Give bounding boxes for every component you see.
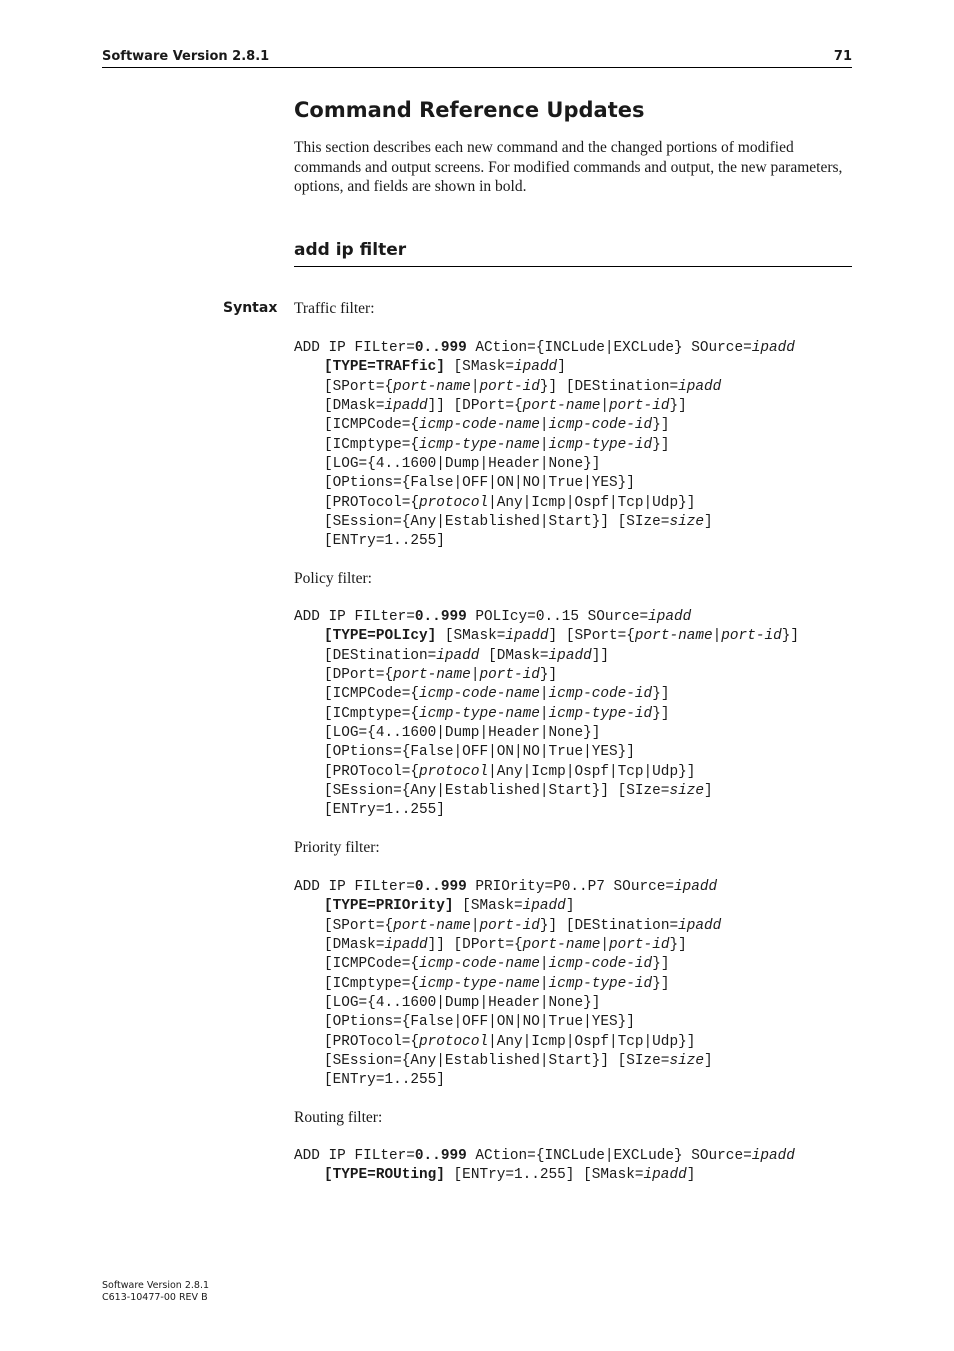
syntax-line	[294, 339, 795, 358]
italic-param: icmp-type-id	[548, 975, 653, 992]
page-title: Command Reference Updates	[294, 98, 645, 122]
syntax-line	[294, 627, 799, 646]
syntax-text: ]	[703, 514, 713, 531]
syntax-text: }]	[652, 436, 670, 453]
syntax-text: [PROTocol={	[324, 1033, 419, 1050]
italic-param: icmp-type-name	[419, 436, 540, 453]
running-header	[102, 47, 852, 68]
syntax-text: |	[539, 436, 549, 453]
italic-param: icmp-type-name	[419, 975, 540, 992]
syntax-line	[294, 416, 795, 435]
syntax-text: |	[600, 937, 610, 954]
syntax-text: |	[539, 705, 549, 722]
italic-param: icmp-type-id	[548, 705, 653, 722]
bold-param: [TYPE=POLIcy]	[324, 628, 437, 645]
syntax-text: |Any|Icmp|Ospf|Tcp|Udp}]	[488, 763, 696, 780]
syntax-line	[294, 994, 721, 1013]
italic-param: size	[669, 1053, 704, 1070]
syntax-text: }]	[652, 956, 670, 973]
syntax-line	[294, 608, 799, 627]
syntax-text: ]] [DPort={	[427, 398, 523, 415]
syntax-text: [ENTry=1..255]	[324, 1072, 445, 1089]
syntax-text: PRIOrity=P0..P7 SOurce=	[466, 879, 674, 895]
priority-filter-label: Priority filter:	[294, 839, 380, 856]
syntax-line	[294, 1013, 721, 1032]
syntax-line	[294, 1147, 795, 1166]
syntax-text: |	[539, 686, 549, 703]
syntax-line	[294, 955, 721, 974]
syntax-line	[294, 1071, 721, 1090]
syntax-text: ]	[703, 1053, 713, 1070]
section-title: add ip filter	[294, 240, 852, 267]
syntax-line	[294, 474, 795, 493]
syntax-text: [LOG={4..1600|Dump|Header|None}]	[324, 725, 601, 742]
header-version: Software Version 2.8.1	[102, 49, 270, 64]
italic-param: ipadd	[384, 398, 428, 415]
syntax-line	[294, 397, 795, 416]
syntax-text: [ICMPCode={	[324, 686, 419, 703]
syntax-text: ] [SPort={	[548, 628, 635, 645]
syntax-text: [SPort={	[324, 917, 394, 934]
italic-param: icmp-code-id	[548, 686, 653, 703]
footer-version: Software Version 2.8.1	[102, 1280, 210, 1291]
syntax-text: |	[539, 956, 549, 973]
italic-param: icmp-type-name	[419, 705, 540, 722]
bold-param: 0..999	[414, 879, 467, 895]
page-number: 71	[833, 49, 852, 64]
italic-param: ipadd	[751, 1148, 795, 1164]
syntax-text: [SMask=	[444, 359, 514, 376]
syntax-text: [SMask=	[436, 628, 506, 645]
syntax-text: [ICMPCode={	[324, 417, 419, 434]
syntax-text: [ICmptype={	[324, 705, 419, 722]
syntax-line	[294, 975, 721, 994]
syntax-line	[294, 763, 799, 782]
syntax-text: [OPtions={False|OFF|ON|NO|True|YES}]	[324, 1014, 635, 1031]
syntax-line	[294, 358, 795, 377]
syntax-text: |	[470, 378, 480, 395]
syntax-line	[294, 801, 799, 820]
italic-param: size	[669, 514, 704, 531]
syntax-line	[294, 455, 795, 474]
bold-param: [TYPE=ROUting]	[324, 1167, 445, 1184]
syntax-text: [SEssion={Any|Established|Start}] [SIze=	[324, 783, 670, 800]
syntax-line	[294, 532, 795, 551]
syntax-line	[294, 917, 721, 936]
syntax-line	[294, 378, 795, 397]
italic-param: icmp-code-id	[548, 417, 653, 434]
syntax-text: [DMask=	[479, 647, 549, 664]
syntax-text: [PROTocol={	[324, 763, 419, 780]
syntax-text: [SEssion={Any|Established|Start}] [SIze=	[324, 1053, 670, 1070]
syntax-text: ADD IP FILter=	[294, 879, 415, 895]
syntax-text: [SEssion={Any|Established|Start}] [SIze=	[324, 514, 670, 531]
syntax-text: ADD IP FILter=	[294, 609, 415, 625]
syntax-text: |	[470, 667, 480, 684]
syntax-text: }]	[652, 417, 670, 434]
syntax-text: [LOG={4..1600|Dump|Header|None}]	[324, 456, 601, 473]
policy-filter-syntax	[294, 608, 799, 821]
italic-param: ipadd	[674, 879, 718, 895]
syntax-line	[294, 666, 799, 685]
syntax-line	[294, 1033, 721, 1052]
syntax-text: ACtion={INCLude|EXCLude} SOurce=	[466, 1148, 752, 1164]
traffic-filter-syntax	[294, 339, 795, 552]
italic-param: port-id	[609, 398, 670, 415]
italic-param: icmp-type-id	[548, 436, 653, 453]
bold-param: [TYPE=TRAFfic]	[324, 359, 445, 376]
italic-param: protocol	[419, 494, 489, 511]
syntax-text: |	[600, 398, 610, 415]
syntax-text: [SMask=	[453, 898, 523, 915]
syntax-text: }]	[652, 705, 670, 722]
italic-param: port-name	[522, 937, 601, 954]
syntax-text: ]	[565, 898, 575, 915]
syntax-text: }]	[652, 686, 670, 703]
italic-param: port-name	[393, 378, 471, 395]
syntax-text: POLIcy=0..15 SOurce=	[466, 609, 649, 625]
syntax-text: |	[539, 975, 549, 992]
syntax-line	[294, 513, 795, 532]
italic-param: ipadd	[548, 647, 592, 664]
syntax-text: [DMask=	[324, 398, 385, 415]
syntax-text: ADD IP FILter=	[294, 340, 415, 356]
traffic-filter-label: Traffic filter:	[294, 300, 375, 317]
syntax-text: }] [DEStination=	[539, 378, 679, 395]
syntax-line	[294, 647, 799, 666]
syntax-text: |	[712, 628, 722, 645]
syntax-text: [ICMPCode={	[324, 956, 419, 973]
syntax-text: [DEStination=	[324, 647, 437, 664]
footer-doc-number: C613-10477-00 REV B	[102, 1292, 208, 1303]
syntax-text: [ENTry=1..255] [SMask=	[444, 1167, 644, 1184]
syntax-text: [LOG={4..1600|Dump|Header|None}]	[324, 995, 601, 1012]
priority-filter-syntax	[294, 878, 721, 1091]
syntax-text: [OPtions={False|OFF|ON|NO|True|YES}]	[324, 744, 635, 761]
italic-param: port-id	[721, 628, 782, 645]
syntax-text: }]	[652, 975, 670, 992]
bold-param: 0..999	[414, 1148, 467, 1164]
syntax-text: }] [DEStination=	[539, 917, 679, 934]
syntax-text: ACtion={INCLude|EXCLude} SOurce=	[466, 340, 752, 356]
syntax-text: ADD IP FILter=	[294, 1148, 415, 1164]
syntax-line	[294, 705, 799, 724]
intro-paragraph: This section describes each new command and the changed portions of modified commands and output screens. For modified commands and output, the new parameters, options, and fields are shown in bold.	[294, 139, 843, 195]
syntax-line	[294, 494, 795, 513]
italic-param: icmp-code-name	[419, 956, 540, 973]
syntax-text: |	[539, 417, 549, 434]
italic-param: port-id	[479, 917, 540, 934]
syntax-line	[294, 743, 799, 762]
syntax-text: [PROTocol={	[324, 494, 419, 511]
syntax-text: |	[470, 917, 480, 934]
syntax-text: [DMask=	[324, 937, 385, 954]
syntax-text: ]	[686, 1167, 696, 1184]
italic-param: port-id	[479, 378, 540, 395]
syntax-text: ]	[703, 783, 713, 800]
italic-param: port-id	[479, 667, 540, 684]
italic-param: port-name	[522, 398, 601, 415]
syntax-text: ]]	[591, 647, 610, 664]
syntax-text: [ICmptype={	[324, 436, 419, 453]
syntax-line	[294, 1166, 795, 1185]
syntax-line	[294, 936, 721, 955]
syntax-text: }]	[669, 937, 687, 954]
policy-filter-label: Policy filter:	[294, 570, 372, 587]
italic-param: port-name	[634, 628, 713, 645]
italic-param: ipadd	[648, 609, 692, 625]
syntax-text: [ENTry=1..255]	[324, 533, 445, 550]
syntax-text: [ENTry=1..255]	[324, 802, 445, 819]
italic-param: ipadd	[384, 937, 428, 954]
italic-param: ipadd	[505, 628, 549, 645]
syntax-text: [OPtions={False|OFF|ON|NO|True|YES}]	[324, 475, 635, 492]
italic-param: protocol	[419, 763, 489, 780]
syntax-line	[294, 1052, 721, 1071]
italic-param: port-name	[393, 667, 471, 684]
syntax-text: |Any|Icmp|Ospf|Tcp|Udp}]	[488, 494, 696, 511]
syntax-text: }]	[669, 398, 687, 415]
syntax-line	[294, 436, 795, 455]
bold-param: [TYPE=PRIOrity]	[324, 898, 454, 915]
syntax-text: [ICmptype={	[324, 975, 419, 992]
syntax-line	[294, 724, 799, 743]
syntax-line	[294, 685, 799, 704]
syntax-text: ]] [DPort={	[427, 937, 523, 954]
syntax-line	[294, 878, 721, 897]
italic-param: ipadd	[678, 917, 722, 934]
syntax-text: }]	[539, 667, 558, 684]
syntax-text: [SPort={	[324, 378, 394, 395]
syntax-text: }]	[781, 628, 800, 645]
syntax-text: ]	[557, 359, 566, 376]
italic-param: icmp-code-name	[419, 686, 540, 703]
page-footer	[102, 1280, 209, 1304]
italic-param: port-id	[609, 937, 670, 954]
italic-param: ipadd	[643, 1167, 687, 1184]
syntax-line	[294, 782, 799, 801]
syntax-label: Syntax	[223, 300, 278, 316]
italic-param: protocol	[419, 1033, 489, 1050]
italic-param: ipadd	[751, 340, 795, 356]
syntax-text: |Any|Icmp|Ospf|Tcp|Udp}]	[488, 1033, 696, 1050]
italic-param: ipadd	[514, 359, 558, 376]
routing-filter-syntax	[294, 1147, 795, 1186]
italic-param: port-name	[393, 917, 471, 934]
italic-param: ipadd	[522, 898, 566, 915]
italic-param: ipadd	[678, 378, 722, 395]
italic-param: size	[669, 783, 704, 800]
syntax-line	[294, 897, 721, 916]
bold-param: 0..999	[414, 340, 467, 356]
bold-param: 0..999	[414, 609, 467, 625]
syntax-text: [DPort={	[324, 667, 394, 684]
italic-param: ipadd	[436, 647, 480, 664]
italic-param: icmp-code-name	[419, 417, 540, 434]
italic-param: icmp-code-id	[548, 956, 653, 973]
routing-filter-label: Routing filter:	[294, 1109, 383, 1126]
